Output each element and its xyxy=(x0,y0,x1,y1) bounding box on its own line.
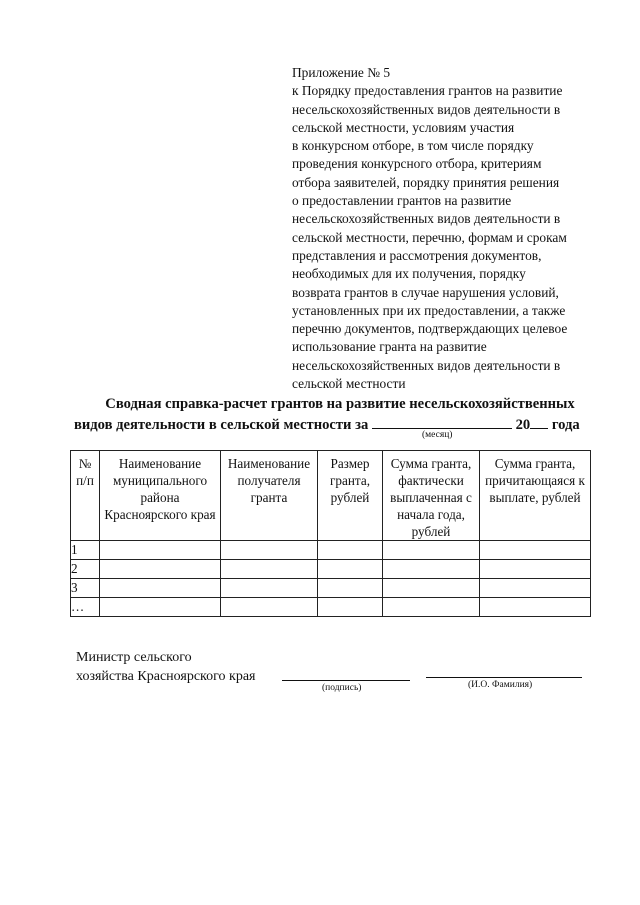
appendix-line: установленных при их предоставлении, а также xyxy=(292,302,566,318)
appendix-line: в конкурсном отборе, в том числе порядку xyxy=(292,138,534,154)
appendix-line: необходимых для их получения, порядку xyxy=(292,266,526,282)
appendix-block xyxy=(292,64,632,393)
signature-line[interactable] xyxy=(282,680,410,681)
table-cell[interactable] xyxy=(318,579,383,598)
row-number: 3 xyxy=(71,579,100,598)
month-blank[interactable] xyxy=(372,414,512,429)
appendix-line: сельской местности, перечню, формам и срокам xyxy=(292,229,567,245)
table-cell[interactable] xyxy=(221,560,318,579)
row-number: 1 xyxy=(71,541,100,560)
table-row xyxy=(71,579,591,598)
table-cell[interactable] xyxy=(383,560,480,579)
header-number: № п/п xyxy=(71,451,100,541)
table-cell[interactable] xyxy=(100,598,221,617)
table-cell[interactable] xyxy=(383,579,480,598)
year-suffix: года xyxy=(551,417,580,433)
appendix-line: перечню документов, подтверждающих целевое xyxy=(292,321,568,337)
table-cell[interactable] xyxy=(318,560,383,579)
appendix-line: о предоставлении грантов на развитие xyxy=(292,193,512,209)
table-cell[interactable] xyxy=(100,560,221,579)
header-paid-amount: Сумма гранта, фактически выплаченная с начала года, рублей xyxy=(383,451,480,541)
document-title xyxy=(60,394,620,435)
appendix-line: отбора заявителей, порядку принятия решения xyxy=(292,174,560,190)
table-row xyxy=(71,598,591,617)
appendix-line: сельской местности, условиям участия xyxy=(292,119,515,135)
name-line[interactable] xyxy=(426,677,582,678)
signature-caption: (подпись) xyxy=(322,683,362,693)
table-cell[interactable] xyxy=(318,541,383,560)
title-line-2-text: видов деятельности в сельской местности за xyxy=(74,417,369,433)
appendix-line: Приложение № 5 xyxy=(292,65,391,80)
signature-title-line-2: хозяйства Красноярского края xyxy=(76,669,256,684)
appendix-line: к Порядку предоставления грантов на развитие xyxy=(292,83,563,99)
year-prefix: 20 xyxy=(515,417,531,433)
table-cell[interactable] xyxy=(100,541,221,560)
table-cell[interactable] xyxy=(221,541,318,560)
year-blank[interactable] xyxy=(530,414,548,429)
header-recipient: Наименование получателя гранта xyxy=(221,451,318,541)
appendix-line: проведения конкурсного отбора, критериям xyxy=(292,156,542,172)
title-line-1: Сводная справка-расчет грантов на развитие несельскохозяйственных xyxy=(105,396,575,412)
name-caption: (И.О. Фамилия) xyxy=(468,680,533,690)
month-caption: (месяц) xyxy=(422,430,453,440)
grants-table xyxy=(70,450,591,617)
signature-title-line-1: Министр сельского xyxy=(76,650,192,665)
table-cell[interactable] xyxy=(480,560,591,579)
table-cell[interactable] xyxy=(221,579,318,598)
row-number: … xyxy=(71,598,100,617)
row-number: 2 xyxy=(71,560,100,579)
appendix-line: возврата грантов в случае нарушения условий, xyxy=(292,284,559,300)
table-cell[interactable] xyxy=(221,598,318,617)
title-line-2 xyxy=(74,414,620,435)
header-district: Наименование муниципального района Красноярского края xyxy=(100,451,221,541)
signature-block xyxy=(76,648,255,686)
appendix-line: несельскохозяйственных видов деятельности в xyxy=(292,211,561,227)
appendix-line: несельскохозяйственных видов деятельности в xyxy=(292,101,561,117)
table-cell[interactable] xyxy=(383,598,480,617)
table-header-row xyxy=(71,451,591,541)
table-row xyxy=(71,541,591,560)
table-cell[interactable] xyxy=(383,541,480,560)
table-cell[interactable] xyxy=(480,598,591,617)
header-grant-size: Размер гранта, рублей xyxy=(318,451,383,541)
header-due-amount: Сумма гранта, причитающаяся к выплате, рублей xyxy=(480,451,591,541)
appendix-line: несельскохозяйственных видов деятельности в xyxy=(292,357,561,373)
table-row xyxy=(71,560,591,579)
table-cell[interactable] xyxy=(318,598,383,617)
appendix-line: представления и рассмотрения документов, xyxy=(292,247,542,263)
table-cell[interactable] xyxy=(480,579,591,598)
table-cell[interactable] xyxy=(100,579,221,598)
appendix-line: использование гранта на развитие xyxy=(292,339,487,355)
table-cell[interactable] xyxy=(480,541,591,560)
appendix-line: сельской местности xyxy=(292,376,406,392)
